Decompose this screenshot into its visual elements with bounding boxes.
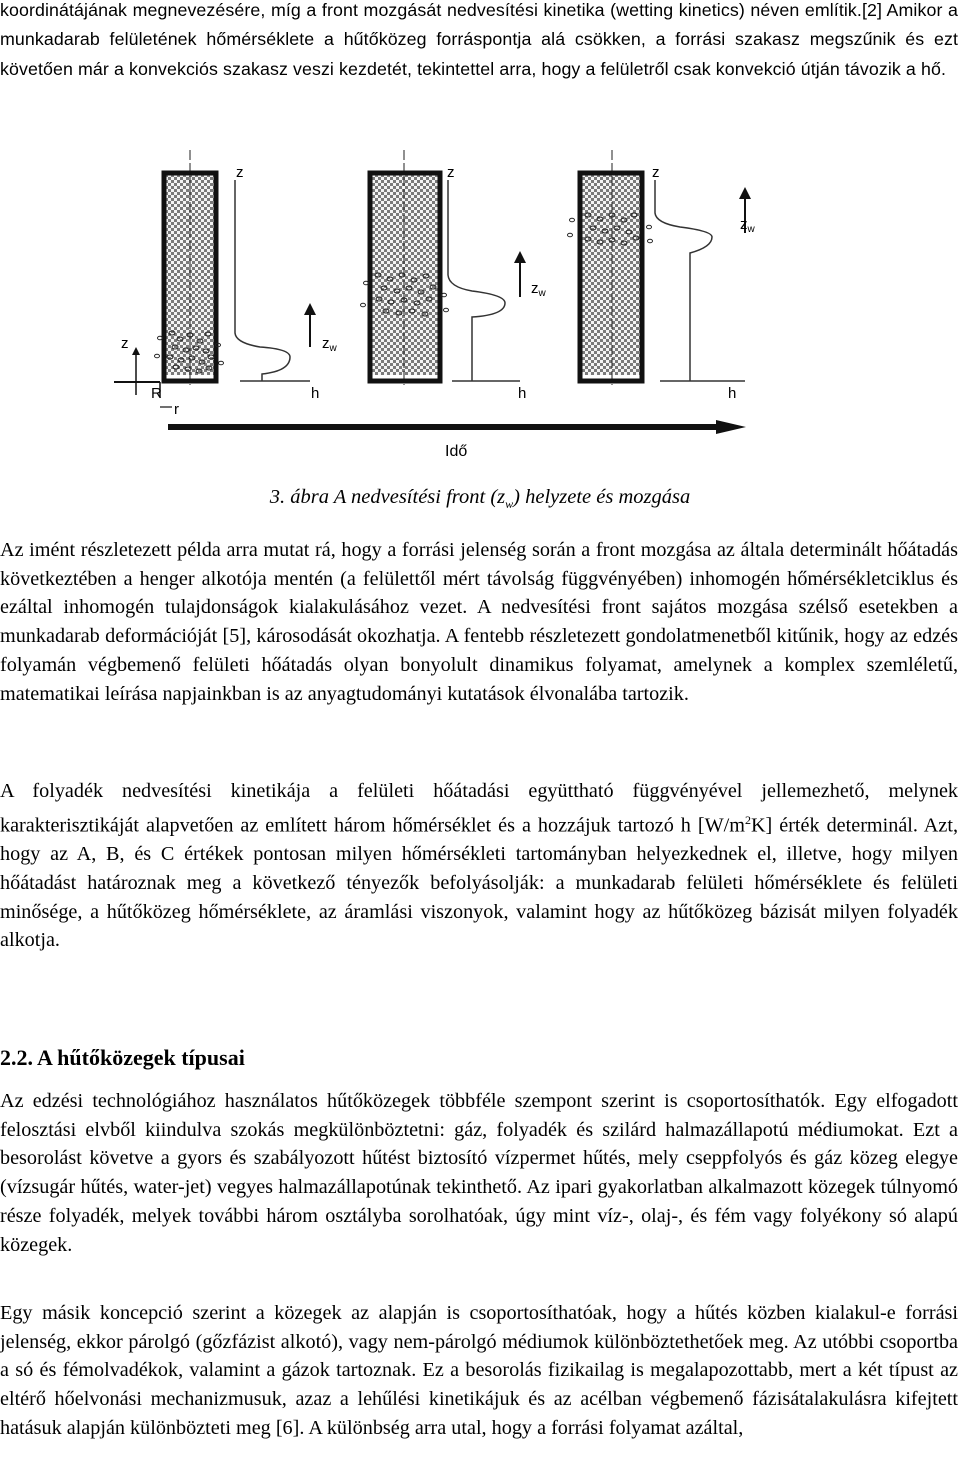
cyl1-z-label: z — [236, 164, 244, 181]
cyl2-zw-label: $z_w$ — [531, 280, 546, 299]
time-arrow — [168, 420, 746, 460]
wetting-front-figure — [0, 135, 960, 475]
cyl1-zw-label: $z_w$ — [322, 335, 337, 354]
cyl1-h-label: h — [311, 385, 320, 402]
section-number: 2.2. — [0, 1045, 33, 1070]
cylinder-1 — [155, 150, 338, 402]
paragraph-2: A folyadék nedvesítési kinetikája a felületi hőátadási együttható függvényével jellemezhető, melynek karakterisztikáját alapvetően az említett három hőmérséklet és a hozzájuk tartozó h $[W/m^2K]$ érték determinál. Azt, hogy az A, B, és C értékek pontosan milyen hőmérsékleti tartományban helyezkednek el, illetve, hogy milyen hőátadást határoznak meg a következő tényezők befolyásolják: a munkadarab felületi hőmérséklete és felületi minősége, a hűtőközeg hőmérséklete, az áramlási viszonyok, valamint hogy az hűtőközeg bázisát milyen folyadék alkotja. — [0, 780, 958, 952]
cyl2-z-label: z — [447, 164, 455, 181]
axis-R-label: R — [151, 385, 162, 402]
axis-z-label: z — [121, 335, 129, 352]
section-title: A hűtőközegek típusai — [37, 1045, 245, 1070]
time-label: Idő — [445, 443, 468, 460]
cyl2-h-label: h — [518, 385, 527, 402]
paragraph-4: Egy másik koncepció szerint a közegek az alapján is csoportosíthatóak, hogy a hűtés közben kialakul-e forrási jelenség, ekkor párolgó (gőzfázist alkotó), vagy nem-párolgó médiumok különböztethetőek meg. Az utóbbi csoportba a só és fémolvadékok, valamint a gázok tartoznak. Ez a besorolás fizikailag is megalapozottabb, mert a két típust az eltérő hőelvonási mechanizmusuk, azaz a lehűlési kinetikájuk és az acélban végbemenő fázisátalakulásra kifejtett hatásuk alapján különbözteti meg [6]. A különbség arra utal, hogy a forrási folyamat azáltal, — [0, 1302, 958, 1439]
section-heading — [0, 1043, 245, 1073]
paragraph-1: Az imént részletezett példa arra mutat rá, hogy a forrási jelenség során a front mozgása az általa determinált hőátadás következtében a henger alkotója mentén (a felülettől mért távolság függvényében) inhomogén hőmérsékletciklus és ezáltal inhomogén tulajdonságok kialakulásához vezet. A nedvesítési front sajátos mozgása szélső esetekben a munkadarab deformációját [5], károsodását okozhatja. A fentebb részletezett gondolatmenetből kitűnik, hogy az edzés folyamán végbemenő felületi hőátadás olyan bonyolult dinamikus folyamat, amelynek a komplex szemléletű, matematikai leírása napjainkban is az anyagtudományi kutatások élvonalába tartozik. — [0, 539, 958, 705]
cylinder-3 — [568, 150, 756, 402]
paragraph-3: Az edzési technológiához használatos hűtőközegek többféle szempont szerint is csoportosíthatók. Egy elfogadott felosztási elvből kiindulva szokás megkülönböztetni: gáz, folyadék és szilárd halmazállapotú médiumokat. Ezt a besorolást követve a gyors és szabályozott hűtést biztosító vízpermet hűtés, mely cseppfolyós és gáz közeg elegye (vízsugár hűtés, water-jet) vegyes halmazállapotúnak tekinthető. Az ipari gyakorlatban alkalmazott közegek túlnyomó része folyadék, melyek további három osztályba sorolhatóak, úgy mint víz-, olaj-, és fém vagy folyékony só alapú közegek. — [0, 1090, 958, 1256]
cyl3-z-label: z — [652, 164, 660, 181]
figure-caption: 3. ábra A nedvesítési front $(z_w)$ helyzete és mozgása — [269, 486, 691, 512]
intro-paragraph: koordinátájának megnevezésére, míg a front mozgását nedvesítési kinetika (wetting kinetics) néven említik.[2] Amikor a munkadarab felületének hőmérséklete a hűtőközeg forráspontja alá csökken, a forrási szakasz megszűnik és ezt követően már a konvekciós szakasz veszi kezdetét, tekintettel arra, hogy a felületről csak konvekció útján távozik a hő. — [0, 0, 958, 79]
cyl3-h-label: h — [728, 385, 737, 402]
cylinder-2 — [361, 150, 547, 402]
cyl3-zw-label: $z_w$ — [740, 216, 755, 235]
axis-r-label: r — [174, 401, 179, 418]
